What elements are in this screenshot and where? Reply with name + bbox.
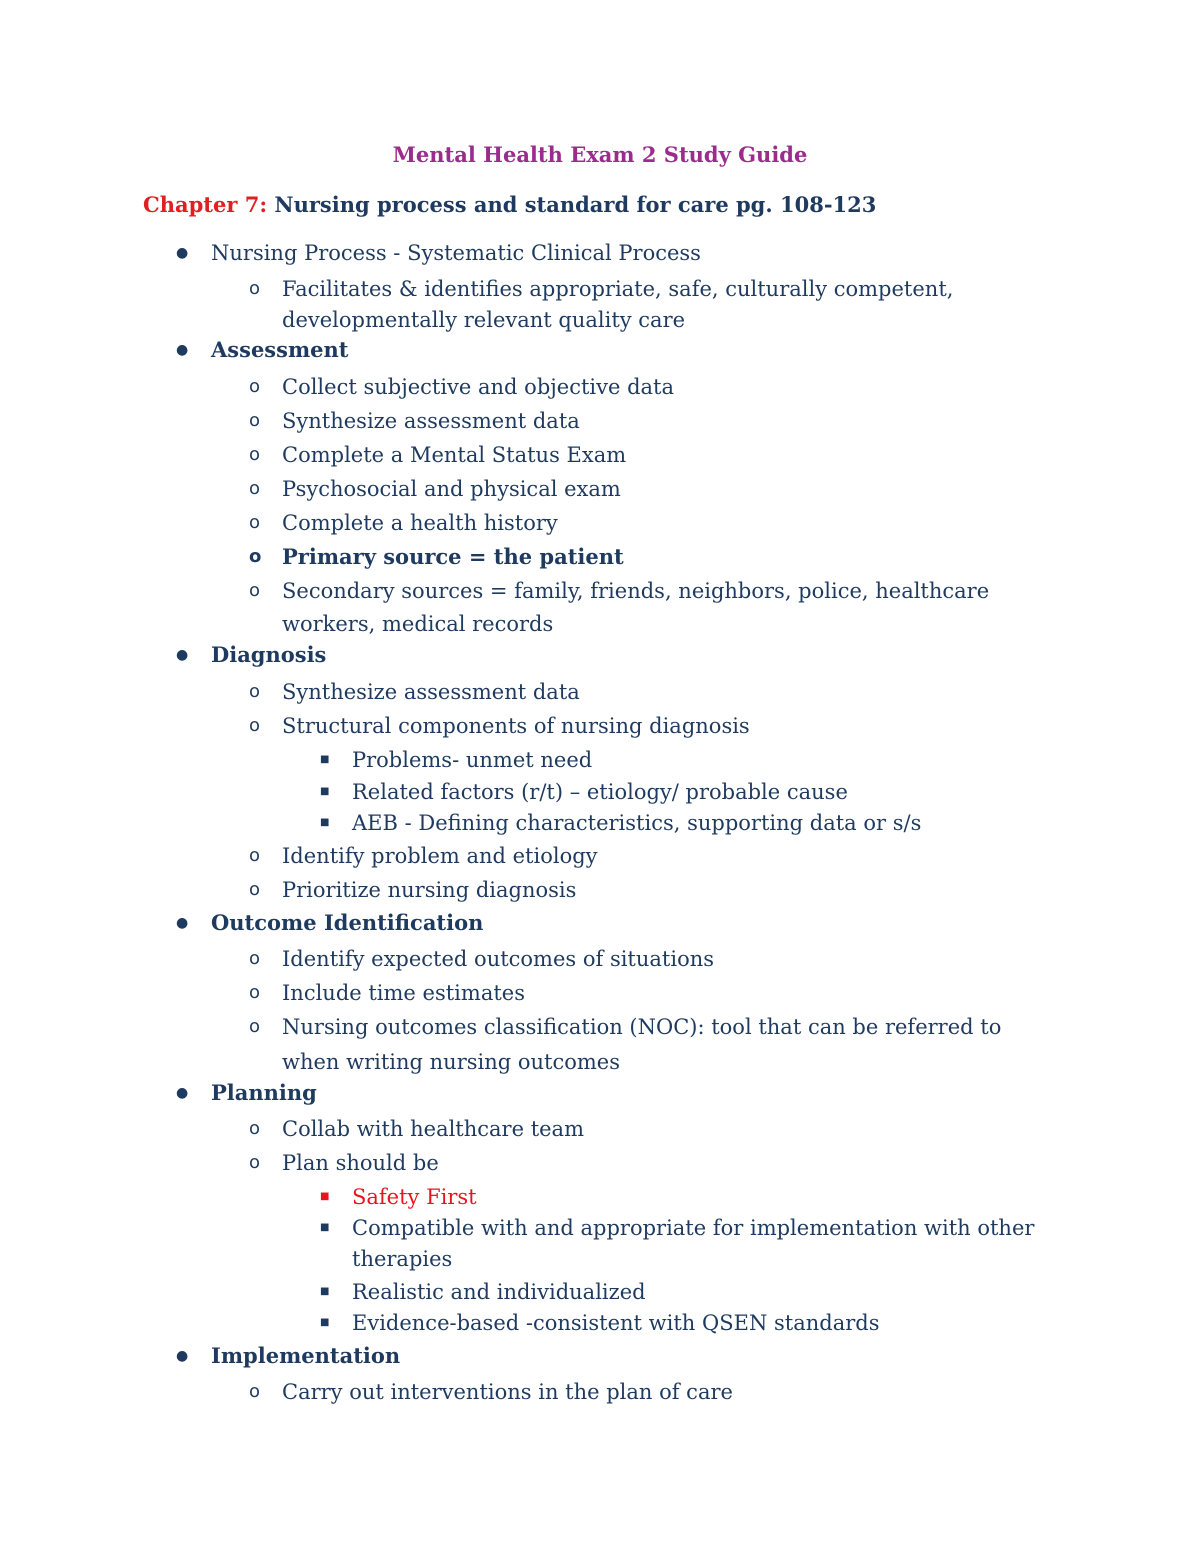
section-heading-assessment: Assessment (211, 337, 349, 362)
outline-subitem-continued: when writing nursing outcomes (282, 1050, 621, 1074)
square-bullet-icon: ■ (320, 817, 330, 828)
outline-subitem: Nursing outcomes classification (NOC): tool that can be referred to (282, 1015, 1002, 1039)
document-title: Mental Health Exam 2 Study Guide (392, 142, 808, 167)
circle-bullet-icon: o (249, 948, 261, 969)
outline-subitem-continued: workers, medical records (282, 612, 554, 636)
circle-bullet-icon: o (249, 512, 261, 533)
outline-subitem-continued: developmentally relevant quality care (282, 308, 686, 332)
circle-bullet-icon: o (249, 444, 261, 465)
bullet-icon: ● (176, 1085, 189, 1101)
outline-subitem: Identify problem and etiology (282, 844, 598, 868)
square-bullet-icon: ■ (320, 1191, 330, 1202)
outline-subitem: Facilitates & identifies appropriate, safe, culturally competent, (282, 277, 954, 301)
outline-subitem: Synthesize assessment data (282, 680, 580, 704)
circle-bullet-icon: o (249, 845, 261, 866)
square-bullet-icon: ■ (320, 1286, 330, 1297)
circle-bullet-icon: o (249, 1152, 261, 1173)
section-heading-diagnosis: Diagnosis (211, 642, 327, 667)
chapter-label: Chapter 7: (143, 192, 268, 217)
section-heading-planning: Planning (211, 1080, 317, 1105)
circle-bullet-icon: o (249, 278, 261, 299)
outline-subitem: Identify expected outcomes of situations (282, 947, 715, 971)
outline-subsubitem-safety-first: Safety First (352, 1185, 477, 1209)
outline-subitem: Prioritize nursing diagnosis (282, 878, 577, 902)
circle-bullet-icon: o (249, 546, 262, 567)
outline-subsubitem: Compatible with and appropriate for implementation with other (352, 1216, 1035, 1240)
outline-subitem: Carry out interventions in the plan of care (282, 1380, 733, 1404)
circle-bullet-icon: o (249, 681, 261, 702)
circle-bullet-icon: o (249, 478, 261, 499)
square-bullet-icon: ■ (320, 1317, 330, 1328)
outline-subitem: Psychosocial and physical exam (282, 477, 621, 501)
outline-subsubitem: Evidence-based -consistent with QSEN standards (352, 1311, 880, 1335)
bullet-icon: ● (176, 647, 189, 663)
circle-bullet-icon: o (249, 1016, 261, 1037)
outline-subitem: Secondary sources = family, friends, neighbors, police, healthcare (282, 579, 990, 603)
outline-subitem: Complete a health history (282, 511, 558, 535)
circle-bullet-icon: o (249, 410, 261, 431)
circle-bullet-icon: o (249, 715, 261, 736)
outline-subitem-primary-source: Primary source = the patient (282, 544, 624, 569)
circle-bullet-icon: o (249, 879, 261, 900)
square-bullet-icon: ■ (320, 786, 330, 797)
circle-bullet-icon: o (249, 982, 261, 1003)
bullet-icon: ● (176, 245, 189, 261)
outline-subsubitem: Problems- unmet need (352, 748, 593, 772)
circle-bullet-icon: o (249, 1118, 261, 1139)
chapter-heading (143, 192, 876, 217)
chapter-text: Nursing process and standard for care pg. 108-123 (267, 192, 877, 217)
circle-bullet-icon: o (249, 1381, 261, 1402)
circle-bullet-icon: o (249, 580, 261, 601)
square-bullet-icon: ■ (320, 1222, 330, 1233)
outline-subitem: Collect subjective and objective data (282, 375, 675, 399)
bullet-icon: ● (176, 342, 189, 358)
outline-subsubitem-continued: therapies (352, 1247, 453, 1271)
outline-subsubitem: Related factors (r/t) – etiology/ probable cause (352, 780, 848, 804)
outline-subitem: Plan should be (282, 1151, 439, 1175)
bullet-icon: ● (176, 915, 189, 931)
outline-subitem: Complete a Mental Status Exam (282, 443, 627, 467)
outline-subitem: Structural components of nursing diagnosis (282, 714, 750, 738)
square-bullet-icon: ■ (320, 754, 330, 765)
section-heading-implementation: Implementation (211, 1343, 401, 1368)
outline-subsubitem: AEB - Defining characteristics, supporting data or s/s (352, 811, 922, 835)
outline-subitem: Collab with healthcare team (282, 1117, 584, 1141)
outline-item-nursing-process: Nursing Process - Systematic Clinical Process (211, 241, 701, 265)
section-heading-outcome-identification: Outcome Identification (211, 910, 484, 935)
bullet-icon: ● (176, 1348, 189, 1364)
outline-subitem: Include time estimates (282, 981, 525, 1005)
outline-subsubitem: Realistic and individualized (352, 1280, 646, 1304)
outline-subitem: Synthesize assessment data (282, 409, 580, 433)
circle-bullet-icon: o (249, 376, 261, 397)
